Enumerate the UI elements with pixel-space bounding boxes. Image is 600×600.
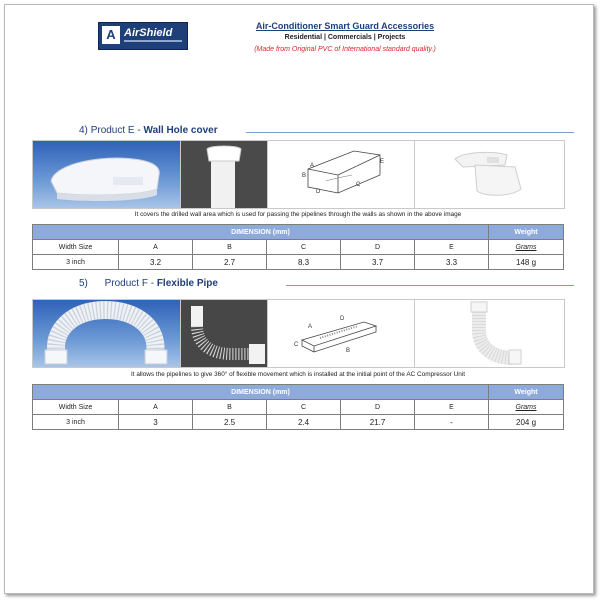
flexible-pipe-diagram [267,299,415,368]
column-header: C [267,400,341,415]
diagram-label-a: A [308,324,313,330]
page-title: Air-Conditioner Smart Guard Accessories [255,21,435,31]
weight-cell: 204 g [489,415,564,430]
diagram-label-c: C [294,342,299,348]
logo-mark: A [102,26,120,44]
column-header: D [341,400,415,415]
product-name: Flexible Pipe [156,278,218,289]
table-cell: - [415,415,489,430]
dimension-table-product-e [32,224,564,270]
table-cell: 3.3 [415,255,489,270]
product-caption: It allows the pipelines to give 360° of flexible movement which is installed at the initial point of the AC Compressor Unit [131,371,465,378]
section-label: Product E - [90,125,144,136]
quality-note: (Made from Original PVC of International standard quality.) [254,46,436,53]
diagram-label-b: B [346,348,351,354]
weight-header: Weight [489,225,564,240]
section-rule [286,285,574,286]
section-number: 5) [79,278,88,289]
column-header: D [341,240,415,255]
section-title-product-f [79,278,218,289]
table-cell: 3.2 [119,255,193,270]
diagram-label-c: C [356,182,361,188]
dimension-table-product-f [32,384,564,430]
diagram-label-a: A [310,163,315,169]
product-name: Wall Hole cover [143,125,218,136]
column-header: E [415,240,489,255]
brand-logo [98,22,188,50]
column-header: Width Size [33,400,119,415]
section-number: 4) [79,125,88,136]
wall-hole-cover-diagram [267,140,415,209]
flexible-pipe-bend-photo [414,299,565,368]
dimension-header: DIMENSION (mm) [33,225,489,240]
table-cell: 3.7 [341,255,415,270]
wall-hole-cover-parts-photo [414,140,565,209]
column-header: B [193,400,267,415]
table-row [33,415,564,430]
dimension-header: DIMENSION (mm) [33,385,489,400]
weight-header: Weight [489,385,564,400]
table-cell: 2.4 [267,415,341,430]
brand-name: AirShield [124,27,173,39]
column-header: A [119,400,193,415]
column-header: Width Size [33,240,119,255]
table-cell: 8.3 [267,255,341,270]
table-cell: 2.7 [193,255,267,270]
column-header: C [267,240,341,255]
column-header: E [415,400,489,415]
weight-units: Grams [489,400,564,415]
table-cell: 3 [119,415,193,430]
table-cell: 21.7 [341,415,415,430]
width-size-cell: 3 inch [33,415,119,430]
diagram-label-d: D [316,189,321,195]
section-title-product-e [79,125,218,136]
table-row [33,255,564,270]
page-subtitle: Residential | Commercials | Projects [284,34,406,41]
diagram-label-e: E [380,159,385,165]
flexible-pipe-installed-photo [180,299,268,368]
width-size-cell: 3 inch [33,255,119,270]
column-header: B [193,240,267,255]
diagram-label-b: B [302,173,307,179]
section-rule [246,132,574,133]
wall-hole-cover-photo [32,140,181,209]
flexible-pipe-photo [32,299,181,368]
column-header: A [119,240,193,255]
logo-tagline-bar [124,40,182,42]
section-label: Product F - [104,278,157,289]
diagram-label-d: D [340,316,345,322]
table-cell: 2.5 [193,415,267,430]
product-caption: It covers the drilled wall area which is used for passing the pipelines through the walls as shown in the above image [134,211,462,218]
weight-cell: 148 g [489,255,564,270]
weight-units: Grams [489,240,564,255]
wall-hole-cover-installed-photo [180,140,268,209]
